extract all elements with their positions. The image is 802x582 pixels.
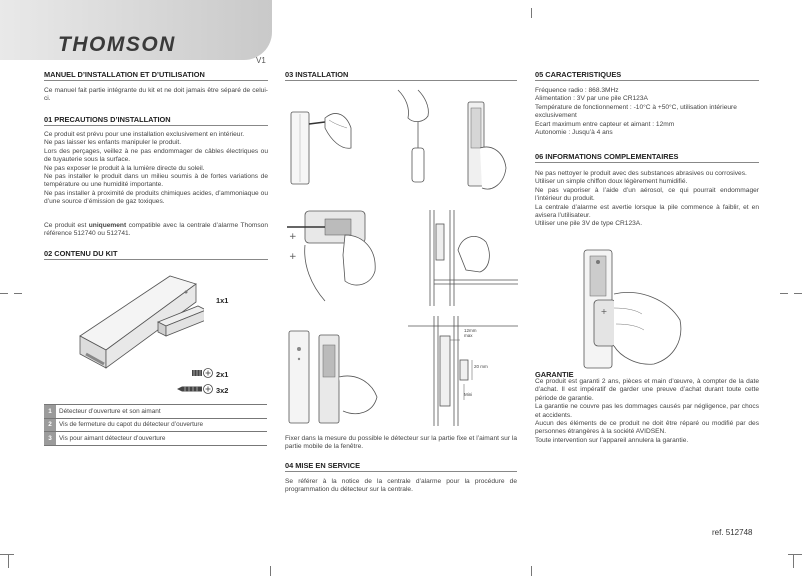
divider <box>535 162 759 163</box>
divider <box>44 125 268 126</box>
crop-mark <box>794 293 802 294</box>
info-line: La centrale d’alarme est avertie lorsque la pile commence à faiblir, et en avisera l’utilisateur. <box>535 203 759 220</box>
warranty-line: Aucun des éléments de ce produit ne doit être réparé ou modifié par des personnes étrangères à la société AVIDSEN. <box>535 420 759 436</box>
info-line: Utiliser une pile 3V de type CR123A. <box>535 220 643 228</box>
precaution-line: Ne pas installer le produit dans un milieu soumis à de fortes variations de température ou une humidité importante. <box>44 173 268 189</box>
precaution-line: Ne pas installer à proximité de produits chimiques acides, d’ammoniaque ou d’une source d’émission de gaz toxiques. <box>44 189 268 206</box>
gap-dimension-label: 12mm max <box>464 328 477 338</box>
battery-replacement-illustration <box>580 248 690 370</box>
crop-mark <box>780 293 788 294</box>
spec-line: Ecart maximum entre capteur et aimant : 12mm <box>535 120 675 128</box>
long-screw-quantity: 3x2 <box>216 386 229 395</box>
install-step-screw-base <box>285 205 385 315</box>
spec-line: Autonomie : Jusqu’à 4 ans <box>535 129 613 137</box>
manual-title: MANUEL D’INSTALLATION ET D’UTILISATION <box>44 70 205 79</box>
precaution-line: Lors des perçages, veillez à ne pas endommager de câbles électriques ou de tuyauterie sous la surface. <box>44 147 268 164</box>
item-number: 1 <box>44 405 56 419</box>
item-label: Détecteur d’ouverture et son aimant <box>56 405 267 419</box>
divider <box>44 259 268 260</box>
install-step-window-mount <box>420 210 518 310</box>
compat-before: Ce produit est <box>44 222 89 229</box>
crop-mark <box>14 293 22 294</box>
version-label: V1 <box>256 56 266 65</box>
warranty-line: Toute intervention sur l’appareil annulera la garantie. <box>535 436 689 444</box>
intro-text: Ce manuel fait partie intégrante du kit et ne doit jamais être séparé de celui-ci. <box>44 87 268 103</box>
crop-mark <box>531 566 532 576</box>
table-row <box>44 432 267 446</box>
item-number: 3 <box>44 432 56 446</box>
svg-text:+: + <box>289 232 297 242</box>
item-label: Vis pour aimant détecteur d’ouverture <box>56 432 267 446</box>
crop-mark <box>0 554 14 555</box>
install-step-remove-board <box>388 88 518 198</box>
service-heading: 04 MISE EN SERVICE <box>285 461 361 470</box>
crop-mark <box>793 554 794 568</box>
info-heading: 06 INFORMATIONS COMPLEMENTAIRES <box>535 152 679 161</box>
table-row <box>44 418 267 432</box>
compatibility-text <box>44 222 268 239</box>
crop-mark <box>8 554 9 568</box>
spec-line: Température de fonctionnement : -10°C à +50°C, utilisation intérieure exclusivement <box>535 103 737 120</box>
item-number: 2 <box>44 418 56 432</box>
precautions-heading: 01 PRECAUTIONS D’INSTALLATION <box>44 115 171 124</box>
detector-quantity: 1x1 <box>216 296 229 305</box>
info-line: Utiliser un simple chiffon doux légèrement humidifié. <box>535 178 688 186</box>
service-text: Se référer à la notice de la centrale d’alarme pour la procédure de programmation du détecteur sur la centrale. <box>285 478 517 494</box>
crop-mark <box>270 566 271 576</box>
install-step-open-cover <box>285 88 355 198</box>
specs-list <box>535 87 759 137</box>
divider <box>44 80 268 81</box>
info-line: Ne pas nettoyer le produit avec des substances abrasives ou corrosives. <box>535 170 747 177</box>
crop-mark <box>0 293 8 294</box>
warranty-list <box>535 378 759 445</box>
warranty-line: Ce produit est garanti 2 ans, pièces et main d’œuvre, à compter de la date d’achat. Il est impératif de garder une preuve d’achat durant toute cette période de garantie. <box>535 378 759 402</box>
height-dimension-label: 20 mm <box>474 364 488 369</box>
install-step-battery <box>285 325 385 435</box>
small-screw-icon <box>190 367 214 379</box>
kit-contents-table <box>44 404 267 446</box>
precaution-line: Ce produit est prévu pour une installation exclusivement en intérieur. <box>44 131 245 138</box>
crop-mark <box>788 554 802 555</box>
kit-heading: 02 CONTENU DU KIT <box>44 249 118 258</box>
reference-number: ref. 512748 <box>712 528 753 537</box>
min-dimension-label: Mini <box>464 392 473 397</box>
divider <box>535 80 759 81</box>
install-step-dimensions <box>408 316 518 428</box>
precaution-line: Ne pas exposer le produit à la lumière directe du soleil. <box>44 164 205 172</box>
installation-caption: Fixer dans la mesure du possible le détecteur sur la partie fixe et l’aimant sur la partie mobile de la fenêtre. <box>285 435 517 451</box>
warranty-heading: GARANTIE <box>535 370 574 379</box>
small-screw-quantity: 2x1 <box>216 370 229 379</box>
specs-heading: 05 CARACTERISTIQUES <box>535 70 622 79</box>
table-row <box>44 405 267 419</box>
info-list <box>535 170 759 229</box>
installation-heading: 03 INSTALLATION <box>285 70 349 79</box>
brand-logo: THOMSON <box>58 33 176 56</box>
compat-emphasis: uniquement <box>88 222 127 229</box>
svg-text:+: + <box>289 252 297 262</box>
precautions-list <box>44 131 268 207</box>
detector-illustration <box>74 266 204 376</box>
warranty-line: La garantie ne couvre pas les dommages causés par négligence, par chocs et accidents. <box>535 403 759 419</box>
divider <box>285 80 517 81</box>
svg-text:+: + <box>600 307 608 316</box>
spec-line: Fréquence radio : 868.3MHz <box>535 87 619 94</box>
info-line: Ne pas vaporiser à l’aide d’un aérosol, ce qui pourrait endommager l’intérieur du produit. <box>535 186 759 203</box>
item-label: Vis de fermeture du capot du détecteur d’ouverture <box>56 418 267 432</box>
divider <box>285 471 517 472</box>
crop-mark <box>531 8 532 18</box>
compat-after: compatible avec la centrale d’alarme Thomson référence 512740 ou 512741. <box>44 222 268 238</box>
precaution-line: Ne pas laisser les enfants manipuler le produit. <box>44 139 182 147</box>
long-screw-icon <box>176 383 214 395</box>
spec-line: Alimentation : 3V par une pile CR123A <box>535 95 648 103</box>
